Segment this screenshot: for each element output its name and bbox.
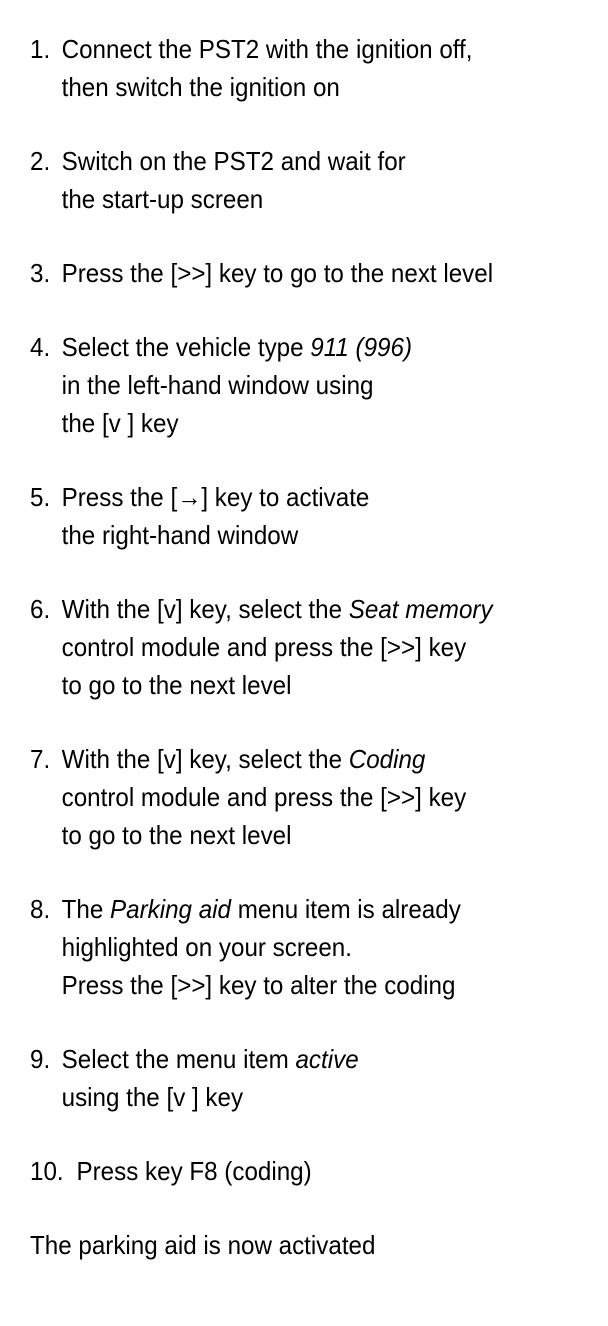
step-3 [30, 254, 551, 292]
step-line [62, 966, 551, 1004]
step-text: menu item is already [230, 894, 461, 924]
step-line [62, 478, 551, 516]
italic-term: active [295, 1044, 359, 1074]
step-line [62, 180, 551, 218]
step-text: control module and press the [>>] key [61, 782, 467, 812]
step-line [62, 366, 551, 404]
step-text: the start-up screen [61, 184, 264, 214]
step-line [62, 328, 551, 366]
step-text: With the [v] key, select the [61, 744, 349, 774]
step-line [62, 1078, 551, 1116]
step-line [62, 778, 551, 816]
step-line [62, 628, 551, 666]
step-text: Select the menu item [61, 1044, 296, 1074]
step-line [62, 740, 551, 778]
step-8 [30, 890, 551, 1004]
step-9 [30, 1040, 551, 1116]
step-text: the [v ] key [61, 408, 179, 438]
step-line [62, 68, 551, 106]
step-line [62, 816, 551, 854]
step-number: 3. [30, 258, 51, 288]
final-note: The parking aid is now activated [30, 1230, 376, 1260]
instruction-document [30, 30, 551, 1264]
step-number: 10. [30, 1156, 64, 1186]
step-line [62, 590, 551, 628]
step-number: 5. [30, 482, 51, 512]
step-line [62, 1040, 551, 1078]
step-text: Switch on the PST2 and wait for [61, 146, 406, 176]
step-number: 6. [30, 594, 51, 624]
step-text: The [61, 894, 111, 924]
step-line [62, 254, 551, 292]
step-7 [30, 740, 551, 854]
step-line [62, 666, 551, 704]
step-line [62, 890, 551, 928]
step-line [62, 404, 551, 442]
step-line [62, 516, 551, 554]
step-5 [30, 478, 551, 554]
step-line [62, 928, 551, 966]
step-text: control module and press the [>>] key [61, 632, 467, 662]
step-text: to go to the next level [61, 820, 292, 850]
step-text: Press the [>>] key to alter the coding [61, 970, 456, 1000]
italic-term: Parking aid [110, 894, 231, 924]
step-number: 2. [30, 146, 51, 176]
step-text: the right-hand window [61, 520, 299, 550]
step-2 [30, 142, 551, 218]
step-10 [30, 1152, 551, 1190]
step-number: 8. [30, 894, 51, 924]
step-text: to go to the next level [61, 670, 292, 700]
step-text: then switch the ignition on [61, 72, 340, 102]
step-text: Press the [→] key to activate [61, 482, 370, 512]
step-text: Select the vehicle type [61, 332, 311, 362]
step-text: in the left-hand window using [61, 370, 374, 400]
italic-term: 911 (996) [310, 332, 413, 362]
step-4 [30, 328, 551, 442]
step-text: using the [v ] key [61, 1082, 244, 1112]
step-text: With the [v] key, select the [61, 594, 349, 624]
step-text: Press key F8 (coding) [76, 1156, 312, 1186]
step-line [62, 142, 551, 180]
step-6 [30, 590, 551, 704]
step-text: Connect the PST2 with the ignition off, [61, 34, 473, 64]
italic-term: Seat memory [348, 594, 493, 624]
step-1 [30, 30, 551, 106]
step-number: 7. [30, 744, 51, 774]
step-text: Press the [>>] key to go to the next level [61, 258, 494, 288]
step-number: 1. [30, 34, 51, 64]
step-line [62, 30, 551, 68]
steps-list [30, 30, 551, 1190]
step-text: highlighted on your screen. [61, 932, 352, 962]
italic-term: Coding [348, 744, 426, 774]
step-number: 9. [30, 1044, 51, 1074]
step-line [77, 1152, 551, 1190]
step-number: 4. [30, 332, 51, 362]
